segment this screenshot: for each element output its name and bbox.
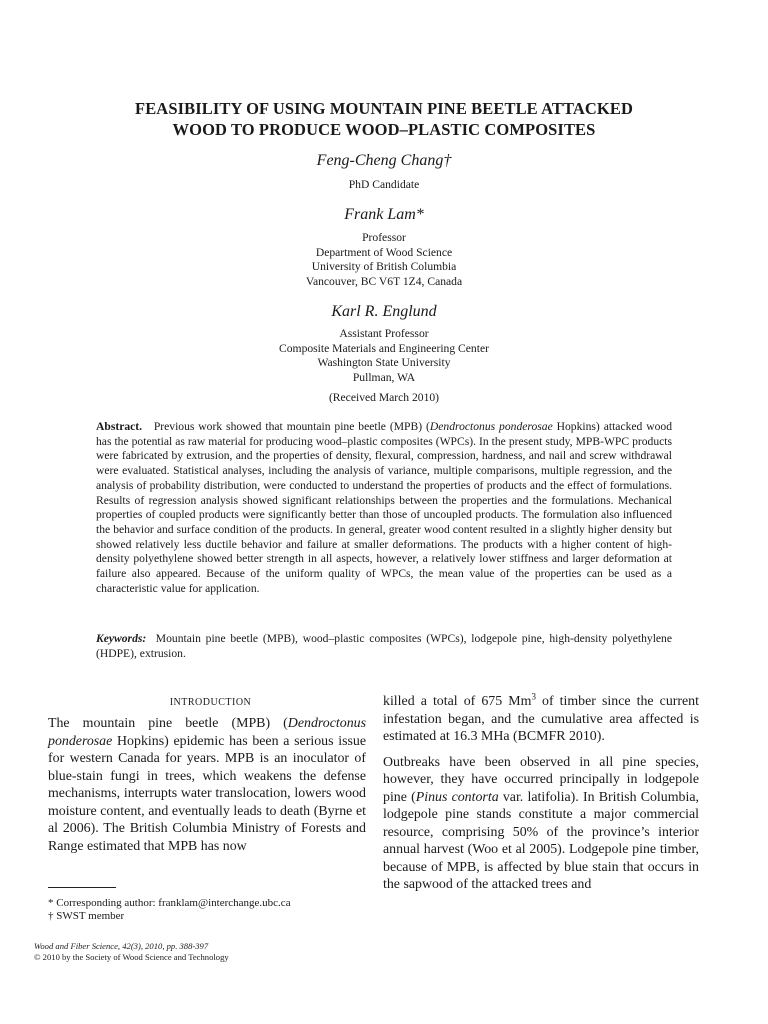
- title-line-2: WOOD TO PRODUCE WOOD–PLASTIC COMPOSITES: [172, 120, 596, 139]
- received-date: (Received March 2010): [328, 391, 440, 404]
- species-name: Dendroctonus ponderosae: [48, 716, 366, 749]
- keywords-label: Keywords:: [96, 632, 147, 645]
- affiliation-line: Washington State University: [317, 356, 451, 370]
- section-heading-introduction: INTRODUCTION: [169, 697, 252, 708]
- footnote-corresponding: * Corresponding author: franklam@interchange.ubc.ca: [48, 897, 291, 909]
- affiliation-line: Professor: [362, 231, 406, 244]
- affiliation-line: Assistant Professor: [339, 327, 429, 340]
- affiliation-line: Vancouver, BC V6T 1Z4, Canada: [305, 274, 463, 288]
- journal-citation: Wood and Fiber Science, 42(3), 2010, pp. 388-397: [34, 941, 209, 951]
- author-affiliation-1: [0, 178, 768, 193]
- abstract-label: Abstract.: [96, 420, 143, 433]
- abstract-species: Dendroctonus ponderosae: [429, 420, 553, 433]
- affiliation-line: Department of Wood Science: [315, 245, 453, 259]
- paragraph-text: Outbreaks have been observed in all pine species, however, they have occurred principally in lodgepole pine (: [383, 754, 699, 805]
- author-affiliation-3: [0, 327, 768, 385]
- paragraph: [383, 754, 699, 894]
- author-name-1: Feng-Cheng Chang†: [316, 152, 452, 169]
- footnote-swst: † SWST member: [48, 910, 125, 922]
- paragraph-text: The mountain pine beetle (MPB) (: [48, 716, 288, 731]
- paper-title: [0, 98, 768, 140]
- abstract-text: Hopkins) attacked wood has the potential as raw material for producing wood–plastic composites (WPCs). In the present study, MPB-WPC products were fabricated by extrusion, and the properties of density, flexural, compression, hardness, and nail and screw withdrawal were evaluated. Statistical analyses, including the analysis of variance, multiple comparisons, multiple regression, and the analysis of probability distribution, were conducted to understand the properties of products and the effect of formulations. Results of regression analysis showed significant relationships between the properties and the formulations. Mechanical properties of coupled products were significantly better than those of uncoupled products. The formulation also influenced the behavior and surface condition of the products. In general, greater wood content resulted in a slightly higher density but showed relatively less ductile behavior and failure at smaller deformations. The products with a higher content of high-density polyethylene showed better strength in all aspects, however, a relatively lower stiffness and larger deformation at failure also appeared. Because of the uniform quality of WPCs, the mean value of the properties can be used as a characteristic value for application.: [96, 420, 673, 595]
- superscript: 3: [531, 691, 536, 702]
- footnote-rule: [48, 887, 116, 888]
- paragraph: [383, 693, 699, 746]
- paragraph-text: Hopkins) epidemic has been a serious issue for western Canada for years. MPB is an inoculator of blue-stain fungi in trees, which weakens the defense mechanisms, interrupts water translocation, lowers wood moisture content, and eventually leads to death (Byrne et al 2006). The British Columbia Ministry of Forests and Range estimated that MPB has now: [48, 733, 366, 854]
- title-line-1: FEASIBILITY OF USING MOUNTAIN PINE BEETLE ATTACKED: [135, 99, 633, 118]
- journal-info: [34, 941, 434, 962]
- affiliation-line: PhD Candidate: [348, 178, 420, 191]
- paragraph: [48, 715, 366, 855]
- footnotes: [48, 897, 378, 923]
- species-name: Pinus contorta: [415, 789, 499, 805]
- author-affiliation-2: [0, 231, 768, 289]
- keywords: [96, 632, 672, 661]
- affiliation-line: Composite Materials and Engineering Center: [279, 341, 489, 355]
- right-column: [383, 693, 699, 894]
- left-column: [48, 715, 366, 855]
- author-name-2: Frank Lam*: [344, 206, 424, 223]
- paragraph-text: killed a total of 675 Mm: [383, 694, 532, 709]
- affiliation-line: University of British Columbia: [311, 260, 457, 274]
- abstract: [96, 420, 672, 596]
- abstract-text: Previous work showed that mountain pine beetle (MPB) (: [153, 420, 430, 433]
- keywords-text: Mountain pine beetle (MPB), wood–plastic composites (WPCs), lodgepole pine, high-density polyethylene (HDPE), extrusion.: [96, 632, 673, 660]
- affiliation-line: Pullman, WA: [352, 370, 416, 384]
- paragraph-text: of timber since the current infestation began, and the cumulative area affected is estimated at 16.3 MHa (BCMFR 2010).: [383, 694, 699, 744]
- author-name-3: Karl R. Englund: [331, 303, 437, 320]
- copyright: © 2010 by the Society of Wood Science and Technology: [34, 951, 229, 962]
- paragraph-text: var. latifolia). In British Columbia, lodgepole pine stands constitute a major commercial resource, comprising 50% of the province’s interior annual harvest (Woo et al 2005). Lodgepole pine timber, because of MPB, is affected by blue stain that occurs in the sapwood of the attacked trees and: [383, 789, 699, 892]
